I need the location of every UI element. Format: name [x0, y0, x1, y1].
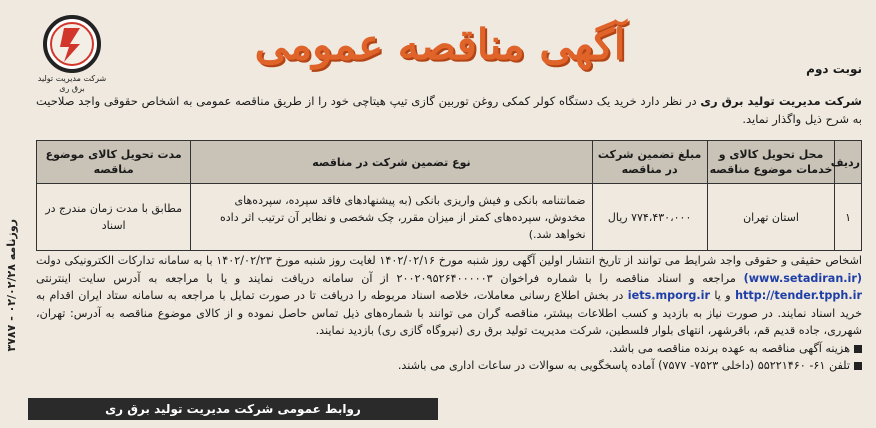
header-location: محل تحویل کالای و خدمات موضوع مناقصه	[707, 141, 835, 184]
bullet-icon	[854, 362, 862, 370]
cell-location: استان تهران	[707, 184, 835, 251]
table-header-row	[37, 141, 862, 184]
logo-emblem-icon	[42, 14, 102, 74]
page-title: آگهی مناقصه عمومی	[254, 20, 626, 69]
company-logo	[22, 14, 122, 98]
logo-caption-line2: برق ری	[59, 84, 85, 93]
cell-row-number: ۱	[835, 184, 862, 251]
intro-text: در نظر دارد خرید یک دستگاه کولر کمکی روغن توربین گازی تیپ هیتاچی خود را از طریق مناقصه عمومی به اشخاص حقوقی واجد صلاحیت به شرح ذیل واگذار نماید.	[36, 94, 862, 126]
header-guarantee-type: نوع تضمین شرکت در مناقصه	[191, 141, 592, 184]
header-amount: مبلغ تضمین شرکت در مناقصه	[592, 141, 707, 184]
company-name: شرکت مدیریت تولید برق ری	[700, 94, 862, 108]
setadiran-link[interactable]: (www.setadiran.ir)	[743, 271, 862, 285]
note-cost-text: هزینه آگهی مناقصه به عهده برنده مناقصه می باشد.	[608, 341, 850, 355]
side-newspaper-label: روزنامه ۰۲/۰۲/۲۸ - ۳۷۸۷	[4, 218, 18, 352]
note-phone-text: تلفن ۶۱- ۵۵۲۲۱۴۶۰ (داخلی ۷۵۲۳- ۷۵۷۷) آماده پاسخگویی به سوالات در ساعات اداری می باشند.	[397, 359, 850, 372]
tender-table	[36, 140, 862, 251]
header-row-number: ردیف	[835, 141, 862, 184]
header-duration: مدت تحویل کالای موضوع مناقصه	[37, 141, 191, 184]
paragraph-part-2: مراجعه و اسناد مناقصه را با شماره فراخوان ۲۰۰۲۰۹۵۲۶۴۰۰۰۰۰۳ از آن سامانه دریافت نمایند و یا با مراجعه به آدرس سایت اینترنتی	[36, 271, 744, 285]
body-text	[36, 252, 862, 375]
tender-site-link[interactable]: http://tender.tpph.ir	[735, 289, 862, 302]
logo-caption-line1: شرکت مدیریت تولید	[37, 74, 107, 83]
cell-amount: ۷۷۴،۴۳۰،۰۰۰ ریال	[592, 184, 707, 251]
intro-paragraph	[36, 92, 862, 128]
paragraph-part-1: اشخاص حقیقی و حقوقی واجد شرایط می توانند از تاریخ انتشار اولین آگهی روز شنبه مورخ ۱۴۰۲/۰۲/۱۶ لغایت روز شنبه مورخ ۱۴۰۲/۰۲/۲۳ با به سامانه تدارکات الکترونیکی دولت	[36, 254, 863, 267]
cell-duration: مطابق با مدت زمان مندرج در اسناد	[37, 184, 191, 251]
iets-link[interactable]: iets.mporg.ir	[627, 289, 710, 302]
main-paragraph	[36, 252, 862, 340]
paragraph-part-4: در بخش اطلاع رسانی معاملات، خلاصه اسناد مربوطه را دریافت تا در صورت تمایل با مراجعه به سامانه ستاد ایران اقدام به خرید اسناد نمایند. در صورت نیاز به بازدید و کسب اطلاعات بیشتر، مناقصه گران می توانند با شماره‌های ذیل تماس حاصل نموده و از کالای موضوع مناقصه به آدرس: تهران، شهرری، جاده قدیم قم، باقرشهر، انتهای بلوار فلسطین، شرکت مدیریت تولید برق ری (نیروگاه گازی ری) بازدید نمایند.	[36, 289, 862, 337]
footer-strip: روابط عمومی شرکت مدیریت تولید برق ری	[28, 398, 438, 420]
table-row	[37, 184, 862, 251]
note-cost	[36, 340, 862, 358]
bullet-icon	[854, 345, 862, 353]
note-phone	[36, 357, 862, 375]
round-label: نوبت دوم	[806, 62, 862, 76]
paragraph-part-3: و یا	[709, 289, 736, 302]
cell-guarantee-type: ضمانتنامه بانکی و فیش واریزی بانکی (به پیشنهادهای فاقد سپرده، سپرده‌های مخدوش، سپرده‌های کمتر از میزان مقرر، چک شخصی و نظایر آن ترتیب اثر داده نخواهد شد.)	[191, 184, 592, 251]
side-strip	[0, 150, 22, 420]
